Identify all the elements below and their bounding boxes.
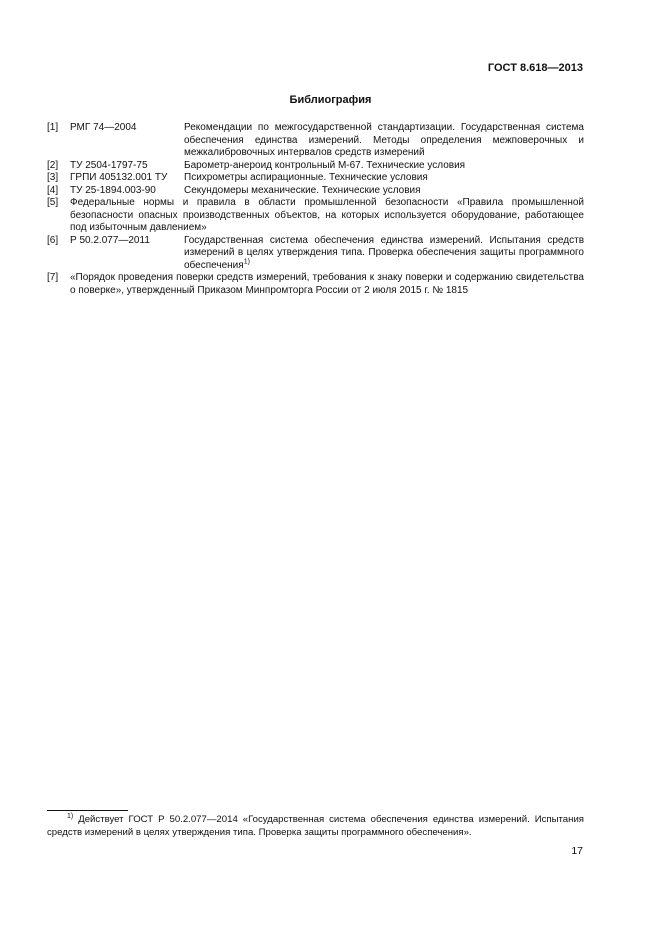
entry-number: [2] xyxy=(47,159,59,171)
entry-number: [3] xyxy=(47,172,59,183)
entry-number: [1] xyxy=(47,122,59,133)
entry-document-code: ГРПИ 405132.001 ТУ xyxy=(70,172,168,183)
entry-description: Психрометры аспирационные. Технические условия xyxy=(184,172,428,183)
footnote-reference: 1) xyxy=(243,258,250,266)
entry-document-code: ТУ 2504-1797-75 xyxy=(70,159,148,171)
bibliography-entry-1 xyxy=(47,122,584,160)
entry-description-text: Государственная система обеспечения единства измерений. Испытания средств измерений в целях утверждения типа. Проверка обеспечения защиты программного обеспечения xyxy=(184,234,584,271)
page-number: 17 xyxy=(571,845,583,857)
bibliography-entry-2 xyxy=(47,160,584,173)
entry-number: [4] xyxy=(47,184,59,196)
bibliography-list xyxy=(47,122,584,297)
entry-full-text: «Порядок проведения поверки средств измерений, требования к знаку поверки и содержанию свидетельства о поверке», утвержденный Приказом Минпромторга России от 2 июля 2015 г. № 1815 xyxy=(70,272,584,296)
entry-number: [7] xyxy=(47,272,59,283)
footnote xyxy=(47,814,584,839)
bibliography-entry-3 xyxy=(47,172,584,185)
bibliography-entry-7 xyxy=(47,272,584,297)
footnote-mark: 1) xyxy=(67,812,74,820)
entry-document-code: Р 50.2.077—2011 xyxy=(70,234,150,246)
footnote-text: Действует ГОСТ Р 50.2.077—2014 «Государственная система обеспечения единства измерений. Испытания средств измерений в целях утверждения типа. Проверка защиты программного обеспечения». xyxy=(47,814,584,838)
entry-document-code: РМГ 74—2004 xyxy=(70,122,137,133)
entry-full-text: Федеральные нормы и правила в области промышленной безопасности «Правила промышленной безопасности опасных производственных объектов, на которых используется оборудование, работающее под избыточным давлением» xyxy=(70,197,584,233)
entry-description: Рекомендации по межгосударственной стандартизации. Государственная система обеспечения единства измерений. Методы определения межповерочных и межкалибровочных интервалов средств измерений xyxy=(184,122,584,158)
entry-document-code: ТУ 25-1894.003-90 xyxy=(70,184,156,196)
entry-number: [6] xyxy=(47,234,59,246)
entry-description: Барометр-анероид контрольный М-67. Технические условия xyxy=(184,159,466,171)
entry-description: Секундомеры механические. Технические условия xyxy=(184,184,421,196)
bibliography-entry-4 xyxy=(47,185,584,198)
standard-code: ГОСТ 8.618—2013 xyxy=(487,62,583,74)
bibliography-entry-5 xyxy=(47,197,584,235)
footnote-divider xyxy=(47,810,128,811)
bibliography-entry-6 xyxy=(47,235,584,273)
entry-description xyxy=(184,235,584,273)
entry-number: [5] xyxy=(47,197,59,208)
page-title: Библиография xyxy=(289,94,372,106)
